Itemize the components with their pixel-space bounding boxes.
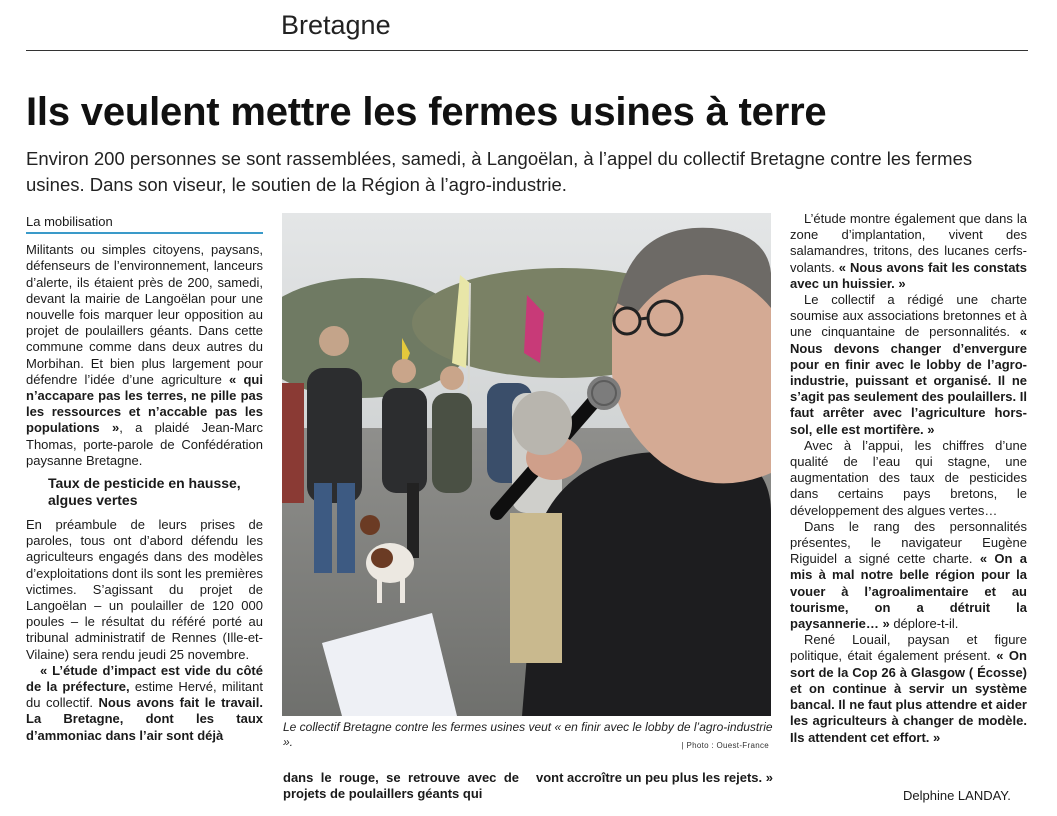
paragraph-water: Avec à l’appui, les chiffres d’une qualité de l’eau qui stagne, une augmentation des taux de pesticides dans certains pays bretons, le développement des algues vertes… [790, 437, 1027, 518]
article-column-4 [790, 211, 1027, 746]
news-photo [282, 213, 771, 716]
paragraph-intro: Militants ou simples citoyens, paysans, défenseurs de l’environnement, lanceurs d’alerte, ils étaient près de 200, samedi, devant la mairie de Langoëlan pour une nouvelle fois marquer leur opposition au projet de poulaillers géants. Dans cette commune comme dans deux autres du Morbihan. Et bien plus largement pour défendre l’idée d’une agriculture « qui n’accapare pas les terres, ne pille pas les ressources et n’accable pas les populations », a plaidé Jean-Marc Thomas, porte-parole de Confédération paysanne Bretagne. [26, 242, 264, 468]
section-divider [26, 50, 1028, 51]
article-column-2: dans le rouge, se retrouve avec de projets de poulaillers géants qui [283, 770, 519, 802]
protest-photo-illustration [282, 213, 771, 716]
article-lead: Environ 200 personnes se sont rassemblées, samedi, à Langoëlan, à l’appel du collectif Bretagne contre les fermes usines. Dans son viseur, le soutien de la Région à l’agro-industrie. [26, 148, 973, 195]
article-column-1 [26, 214, 263, 744]
quote-bold: « qui n’accapare pas les terres, ne pille pas les ressources et n’accable pas les populations » [26, 371, 263, 436]
photo-credit: | Photo : Ouest-France [681, 741, 769, 750]
paragraph-charter: Le collectif a rédigé une charte soumise aux associations bretonnes et à une cinquantaine de personnalités. « Nous devons changer d’envergure pour en finir avec le lobby de l’agro-industrie, puissant et organisé. Il ne s’agit pas seulement des poulaillers. Il faut arrêter avec l’agriculture hors-sol, elle est mortifère. » [790, 292, 1027, 437]
paragraph-riguidel: Dans le rang des personnalités présentes, le navigateur Eugène Riguidel a signé cette charte. « On a mis à mal notre belle région pour la vouer à l’agroalimentaire et au tourisme, on a détruit la paysannerie… » déplore-t-il. [790, 518, 1027, 632]
article-subheading: Taux de pesticide en hausse, algues vertes [48, 475, 241, 509]
section-kicker: La mobilisation [26, 214, 263, 234]
article-headline: Ils veulent mettre les fermes usines à terre [26, 90, 827, 134]
author-signature: Delphine LANDAY. [903, 788, 1011, 803]
paragraph-louail: René Louail, paysan et figure politique, était également présent. « On sort de la Cop 26 à Glasgow ( Écosse) et on continue à servir un système bancal. Il ne faut plus attendre et aider les agriculteurs à changer de modèle. Ils attendent cet effort. » [790, 632, 1027, 745]
paragraph-study: L’étude montre également que dans la zone d’implantation, vivent des salamandres, tritons, des lucanes cerfs-volants. « Nous avons fait les constats avec un huissier. » [790, 211, 1027, 291]
section-label: Bretagne [281, 10, 391, 40]
paragraph-impact-study: « L’étude d’impact est vide du côté de la préfecture, estime Hervé, militant du collectif. Nous avons fait le travail. La Bretagne, dont les taux d’ammoniac dans l’air sont déjà [26, 662, 263, 743]
paragraph-preamble: En préambule de leurs prises de paroles, tous ont d’abord défendu les agriculteurs engagés dans des modèles d’exploitations dont ils sont les premières victimes. S’agissant du projet de Langoëlan – un poulailler de 120 000 poules – le résultat du référé porté au tribunal administratif de Rennes (Ille-et-Vilaine) sera rendu jeudi 25 novembre. [26, 517, 264, 662]
photo-caption: Le collectif Bretagne contre les fermes usines veut « en finir avec le lobby de l’agro-industrie ». [283, 720, 773, 749]
article-column-3: vont accroître un peu plus les rejets. » [536, 770, 773, 785]
